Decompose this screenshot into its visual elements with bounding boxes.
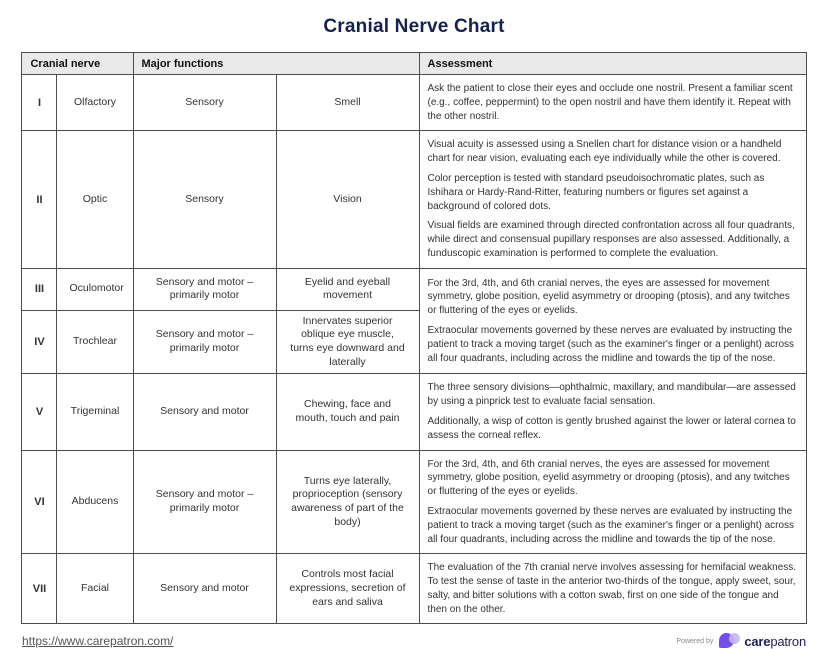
- cell-assessment: [419, 75, 806, 131]
- column-header-assessment: Assessment: [419, 53, 806, 75]
- cell-function-type: Sensory and motor – primarily motor: [133, 310, 276, 374]
- carepatron-logo-icon: [719, 633, 740, 649]
- assessment-paragraph: The three sensory divisions—ophthalmic, maxillary, and mandibular—are assessed by using a pinprick test to evaluate facial sensation.: [427, 382, 796, 408]
- assessment-paragraph: Visual acuity is assessed using a Snellen chart for distance vision or a handheld chart for near vision, evaluating each eye individually while the other is covered.: [427, 139, 782, 165]
- footer: [22, 633, 806, 649]
- cell-nerve-numeral: V: [22, 374, 57, 450]
- cell-function-detail: Turns eye laterally, proprioception (sensory awareness of part of the body): [276, 450, 419, 554]
- cell-function-type: Sensory: [133, 131, 276, 268]
- table-row-oculomotor: [22, 268, 806, 310]
- assessment-paragraph: Visual fields are examined through directed confrontation across all four quadrants, while direct and consensual pupillary responses are also assessed. Additionally, a funduscopic examination is performed to complete the evaluation.: [427, 220, 795, 259]
- table-row-olfactory: [22, 75, 806, 131]
- cell-function-detail: Vision: [276, 131, 419, 268]
- cell-nerve-numeral: VII: [22, 554, 57, 624]
- table-row-trigeminal: [22, 374, 806, 450]
- cell-nerve-numeral: VI: [22, 450, 57, 554]
- carepatron-logo: [719, 633, 806, 649]
- cell-nerve-name: Oculomotor: [57, 268, 133, 310]
- table-row-abducens: [22, 450, 806, 554]
- cell-function-type: Sensory and motor: [133, 374, 276, 450]
- assessment-paragraph: Extraocular movements governed by these nerves are evaluated by instructing the patient to track a moving target (such as the examiner's finger or a penlight) across all four quadrants, including across the midline and towards the tip of the nose.: [427, 325, 795, 364]
- assessment-paragraph: For the 3rd, 4th, and 6th cranial nerves, the eyes are assessed for movement symmetry, globe position, eyelid asymmetry or drooping (ptosis), and any twitches or fluttering of the eyes or eyelids.: [427, 277, 790, 317]
- assessment-paragraph: Additionally, a wisp of cotton is gently brushed against the lower or lateral cornea to assess the corneal reflex.: [427, 415, 796, 441]
- cell-nerve-name: Trochlear: [57, 310, 133, 374]
- cell-function-type: Sensory and motor – primarily motor: [133, 450, 276, 554]
- cell-assessment: [419, 554, 806, 624]
- cell-function-type: Sensory and motor – primarily motor: [133, 268, 276, 310]
- cell-nerve-name: Trigeminal: [57, 374, 133, 450]
- page-title: Cranial Nerve Chart: [323, 16, 505, 37]
- assessment-paragraph: Extraocular movements governed by these nerves are evaluated by instructing the patient to track a moving target (such as the examiner's finger or a penlight) across all four quadrants, including across the midline and towards the tip of the nose.: [427, 505, 795, 545]
- cell-assessment: [419, 131, 806, 268]
- assessment-paragraph: The evaluation of the 7th cranial nerve involves assessing for hemifacial weakness. To test the sense of taste in the anterior two-thirds of the tongue, apply sweet, sour, salty, and bitter solutions with a cotton swab, first on one side of the tongue and then on the other.: [427, 562, 797, 615]
- cell-function-detail: Chewing, face and mouth, touch and pain: [276, 374, 419, 450]
- cell-function-detail: Controls most facial expressions, secretion of ears and saliva: [276, 554, 419, 624]
- cell-function-detail: Innervates superior oblique eye muscle, turns eye downward and laterally: [276, 310, 419, 374]
- cell-function-type: Sensory and motor: [133, 554, 276, 624]
- powered-by-label: Powered by: [676, 637, 714, 645]
- cell-assessment-merged: [419, 268, 806, 374]
- cell-nerve-name: Optic: [57, 131, 133, 268]
- cell-nerve-name: Olfactory: [57, 75, 133, 131]
- column-header-major-functions: Major functions: [133, 53, 419, 75]
- table-header-row: [22, 53, 806, 75]
- table-row-optic: [22, 131, 806, 268]
- column-header-cranial-nerve: Cranial nerve: [22, 53, 133, 75]
- cell-assessment: [419, 450, 806, 554]
- cranial-nerve-table: [21, 52, 806, 624]
- assessment-paragraph: Color perception is tested with standard pseudoisochromatic plates, such as Ishihara or Hardy-Rand-Ritter, featuring numbers or figures set against a background of colored dots.: [427, 172, 765, 212]
- table-row-facial: [22, 554, 806, 624]
- cell-function-type: Sensory: [133, 75, 276, 131]
- cell-function-detail: Eyelid and eyeball movement: [276, 268, 419, 310]
- cell-nerve-numeral: II: [22, 131, 57, 268]
- cell-nerve-numeral: IV: [22, 310, 57, 374]
- cell-nerve-name: Facial: [57, 554, 133, 624]
- powered-by-group: [676, 633, 806, 649]
- assessment-paragraph: Ask the patient to close their eyes and occlude one nostril. Present a familiar scent (e.g., coffee, peppermint) to the open nostril and have them identify it. Repeat with the other nostril.: [427, 83, 793, 122]
- cell-function-detail: Smell: [276, 75, 419, 131]
- carepatron-link[interactable]: https://www.carepatron.com/: [22, 634, 174, 649]
- assessment-paragraph: For the 3rd, 4th, and 6th cranial nerves, the eyes are assessed for movement symmetry, globe position, eyelid asymmetry or drooping (ptosis), and any twitches or fluttering of the eyes or eyelids.: [427, 458, 790, 498]
- carepatron-logo-text: carepatron: [744, 633, 806, 649]
- cell-nerve-numeral: III: [22, 268, 57, 310]
- cell-nerve-name: Abducens: [57, 450, 133, 554]
- cell-assessment: [419, 374, 806, 450]
- cell-nerve-numeral: I: [22, 75, 57, 131]
